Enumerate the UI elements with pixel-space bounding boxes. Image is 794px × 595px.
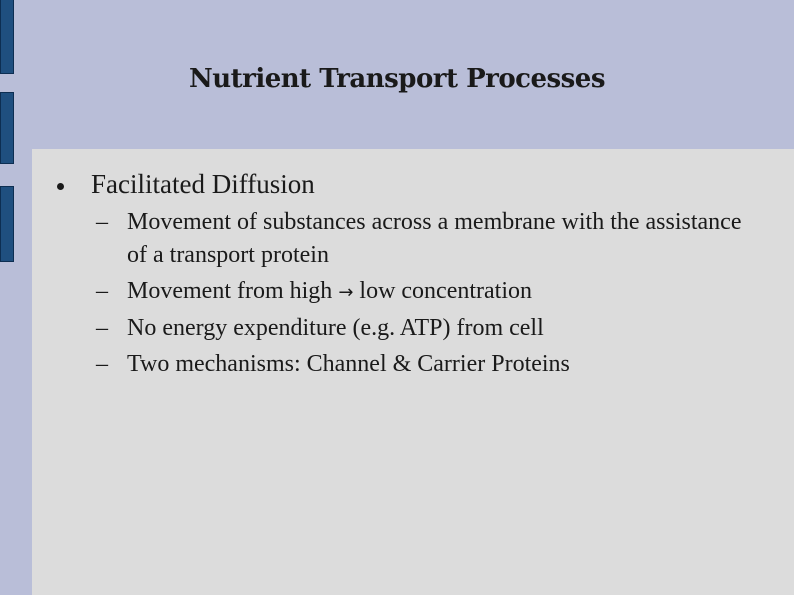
- sub-bullet-list: [96, 206, 750, 384]
- slide-title: Nutrient Transport Processes: [188, 64, 605, 94]
- dash-icon: –: [96, 315, 108, 341]
- sub-bullet: [96, 348, 750, 381]
- side-bar-middle: [0, 92, 14, 164]
- sub-bullet-text: No energy expenditure (e.g. ATP) from cell: [127, 315, 544, 341]
- main-bullet: Facilitated Diffusion: [91, 169, 315, 199]
- content-panel: [32, 149, 794, 595]
- sub-bullet: [96, 206, 750, 272]
- right-arrow-icon: →: [338, 282, 354, 303]
- side-bar-top: [0, 0, 14, 74]
- dash-icon: –: [96, 209, 108, 235]
- side-bar-bottom: [0, 186, 14, 262]
- dash-icon: –: [96, 351, 108, 377]
- sub-bullet-text: Movement from high: [127, 278, 333, 304]
- sub-bullet-text-rest: low concentration: [359, 278, 533, 304]
- sub-bullet: [96, 312, 750, 345]
- sub-bullet: [96, 275, 750, 309]
- sub-bullet-text: Two mechanisms: Channel & Carrier Proteins: [127, 351, 570, 377]
- dash-icon: –: [96, 278, 108, 304]
- bullet-dot-icon: [57, 183, 64, 190]
- sub-bullet-text: Movement of substances across a membrane with the assistance of a transport protein: [127, 209, 742, 268]
